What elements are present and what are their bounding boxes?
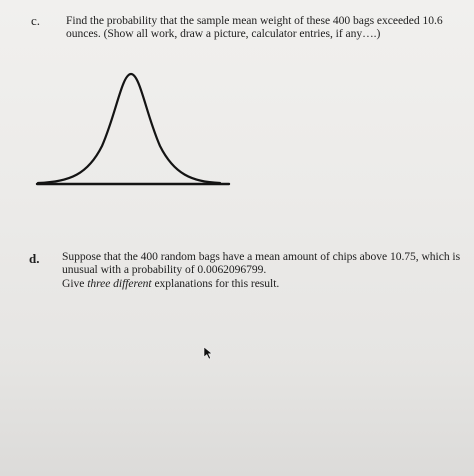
question-d-label: d. <box>29 251 40 266</box>
question-c-label: c. <box>31 13 41 28</box>
question-d-line-2: unusual with a probability of 0.0062096799. <box>62 263 267 277</box>
question-c-line-1: Find the probability that the sample mean weight of these 400 bags exceeded 10.6 <box>66 14 443 27</box>
question-d-line-3 <box>62 277 460 290</box>
question-d-emphasis: three different <box>87 276 152 290</box>
question-c-text <box>66 14 443 41</box>
question-d-text <box>62 250 460 290</box>
question-c-line-2: ounces. (Show all work, draw a picture, calculator entries, if any….) <box>66 27 381 41</box>
question-d-line-3-end: explanations for this result. <box>151 276 280 290</box>
question-d-line-3-start: Give <box>62 276 88 290</box>
normal-curve-sketch <box>30 66 240 194</box>
question-d-line-1: Suppose that the 400 random bags have a mean amount of chips above 10.75, which is <box>62 250 461 263</box>
mouse-pointer-icon <box>203 346 215 360</box>
bell-curve <box>38 74 220 183</box>
